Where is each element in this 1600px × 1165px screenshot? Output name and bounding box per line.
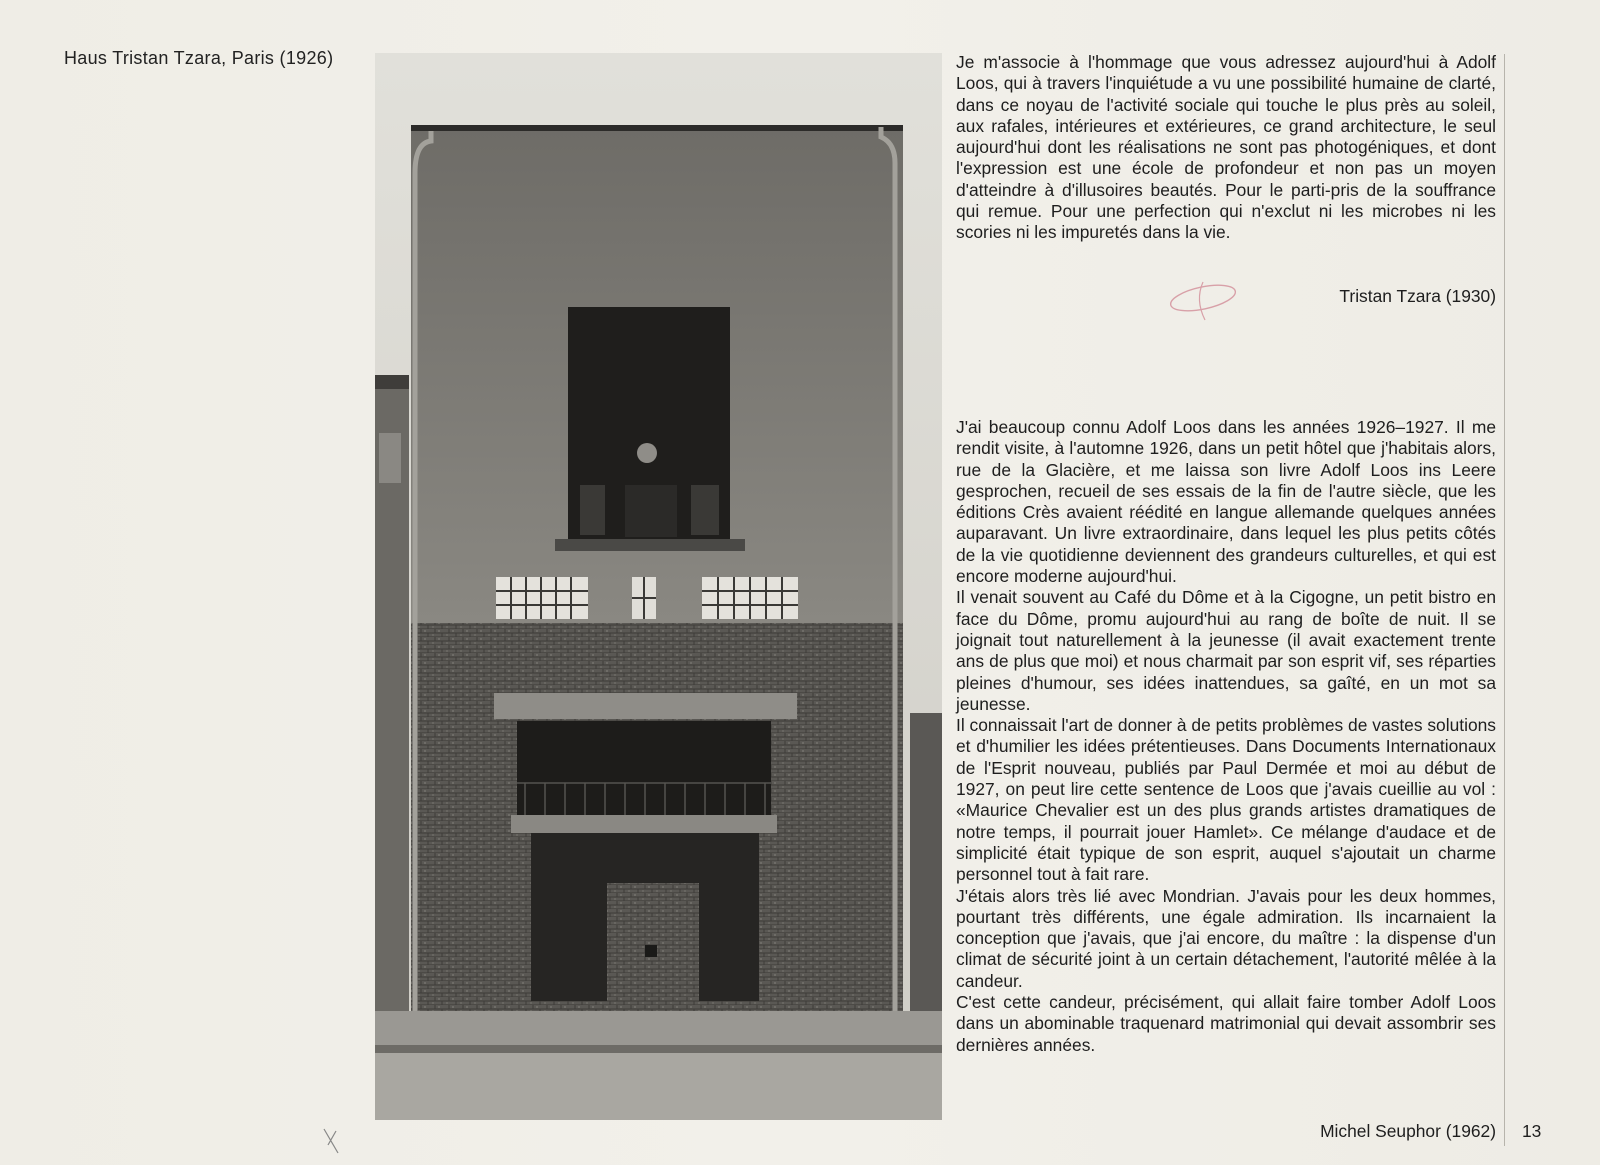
house-photograph	[375, 53, 942, 1120]
tzara-signature: Tristan Tzara (1930)	[1339, 286, 1496, 306]
memoir-paragraph: Il connaissait l'art de donner à de petits problèmes de vastes solutions et d'humilier les idées prétentieuses. Dans Documents Internationaux de l'Esprit nouveau, publiés par Paul Dermée et moi au début de 1927, on peut lire cette sentence de Loos que j'avais cueillie au vol : «Maurice Chevalier est un des plus grands artistes dramatiques de notre temps, il pourrait jouer Hamlet». Ce mélange d'audace et de simplicité était typique de son esprit, auquel s'ajoutait un charme personnel tout à fait rare.	[956, 715, 1496, 885]
house-photo-image	[375, 53, 942, 1120]
margin-rule	[1504, 54, 1505, 1146]
tzara-quote: Je m'associe à l'hommage que vous adressez aujourd'hui à Adolf Loos, qui à travers l'inquiétude a vu une possibilité humaine de clarté, dans ce noyau de l'activité sociale qui touche le plus près au soleil, aux rafales, intérieures et extérieures, ce grand architecture, le seul aujourd'hui dont les réalisations ne sont pas photogéniques, et dont l'expression est une école de profondeur et non pas un moyen d'atteindre à d'illusoires beautés. Pour le parti-pris de la souffrance qui remue. Pour une perfection qui n'exclut ni les microbes ni les scories ni les impuretés dans la vie.	[956, 52, 1496, 243]
page-number: 13	[1522, 1121, 1542, 1141]
seuphor-credit: Michel Seuphor (1962)	[1320, 1121, 1496, 1141]
memoir-paragraph: J'étais alors très lié avec Mondrian. J'avais pour les deux hommes, pourtant très différents, une égale admiration. Ils incarnaient la conception que j'avais, que j'ai encore, du maître : la dispense d'un climat de sécurité joint à un certain détachement, l'autorité mêlée à la candeur.	[956, 885, 1496, 991]
memoir-paragraph: Il venait souvent au Café du Dôme et à la Cigogne, un petit bistro en face du Dôme, promu aujourd'hui au rang de boîte de nuit. Il se joignait tout naturellement à la jeunesse (il avait exactement trente ans de plus que moi) et nous charmait par son esprit vif, ses réparties pleines d'humour, ses idées inattendues, sa gaîté, en un mot sa jeunesse.	[956, 587, 1496, 714]
pencil-x-mark	[320, 1125, 342, 1157]
photo-caption: Haus Tristan Tzara, Paris (1926)	[64, 48, 334, 68]
seuphor-memoir	[956, 417, 1496, 1056]
pen-scribble-mark	[1165, 278, 1240, 324]
memoir-paragraph: J'ai beaucoup connu Adolf Loos dans les années 1926–1927. Il me rendit visite, à l'automne 1926, dans un petit hôtel que j'habitais alors, rue de la Glacière, et me laissa son livre Adolf Loos ins Leere gesprochen, recueil de ses essais de la fin de l'autre siècle, que les éditions Crès avaient réédité en langue allemande quelques années auparavant. Un livre extraordinaire, dans lequel les plus petits côtés de la vie quotidienne deviennent des grandeurs culturelles, et qui est encore moderne aujourd'hui.	[956, 417, 1496, 587]
memoir-paragraph: C'est cette candeur, précisément, qui allait faire tomber Adolf Loos dans un abominable traquenard matrimonial qui devait assombrir ses dernières années.	[956, 992, 1496, 1055]
